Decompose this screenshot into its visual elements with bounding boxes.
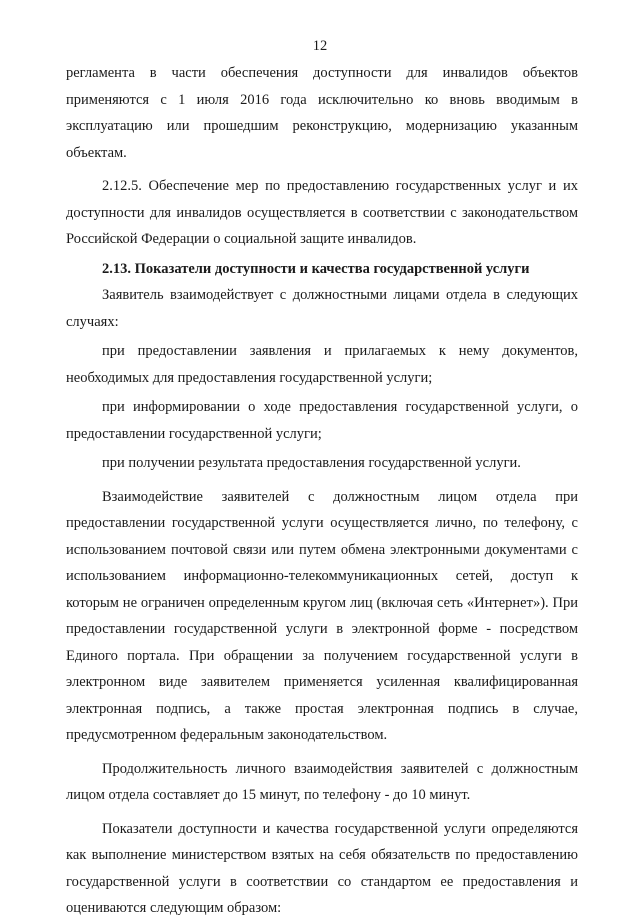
list-item-submission: при предоставлении заявления и прилагаемых к нему документов, необходимых для предоставления государственной услуги; (66, 343, 578, 386)
paragraph-accessibility-objects: регламента в части обеспечения доступности для инвалидов объектов применяются с 1 июля 2016 года исключительно ко вновь вводимым в эксплуатацию или прошедшим реконструкцию, модернизацию указанным объектам. (66, 65, 578, 161)
paragraph-2-12-5: 2.12.5. Обеспечение мер по предоставлению государственных услуг и их доступности для инвалидов осуществляется в соответствии с законодательством Российской Федерации о социальной защите инвалидов. (66, 178, 578, 247)
list-item-result: при получении результата предоставления государственной услуги. (102, 455, 521, 471)
paragraph-interaction-duration: Продолжительность личного взаимодействия заявителей с должностным лицом отдела составляет до 15 минут, по телефону - до 10 минут. (66, 760, 578, 803)
paragraph-interaction-methods: Взаимодействие заявителей с должностным лицом отдела при предоставлении государственной услуги осуществляется лично, по телефону, с использованием почтовой связи или путем обмена электронными документами с использованием информационно-телекоммуникационных сетей, доступ к которым не ограничен определенным кругом лиц (включая сеть «Интернет»). При предоставлении государственной услуги в электронной форме - посредством Единого портала. При обращении за получением государственной услуги в электронном виде заявителем применяется усиленная квалифицированная электронная подпись, а также простая электронная подпись в случае, предусмотренном федеральным законодательством. (66, 488, 578, 743)
paragraph-quality-indicators: Показатели доступности и качества государственной услуги определяются как выполнение министерством взятых на себя обязательств по предоставлению государственной услуги в соответствии со стандартом ее предоставления и оцениваются следующим образом: (66, 820, 578, 916)
document-body (66, 60, 578, 922)
list-item-informing: при информировании о ходе предоставления государственной услуги, о предоставлении государственной услуги; (66, 399, 578, 442)
page-number: 12 (312, 38, 328, 54)
section-heading-2-13: 2.13. Показатели доступности и качества государственной услуги (102, 260, 530, 277)
paragraph-interaction-cases: Заявитель взаимодействует с должностными лицами отдела в следующих случаях: (66, 287, 578, 330)
